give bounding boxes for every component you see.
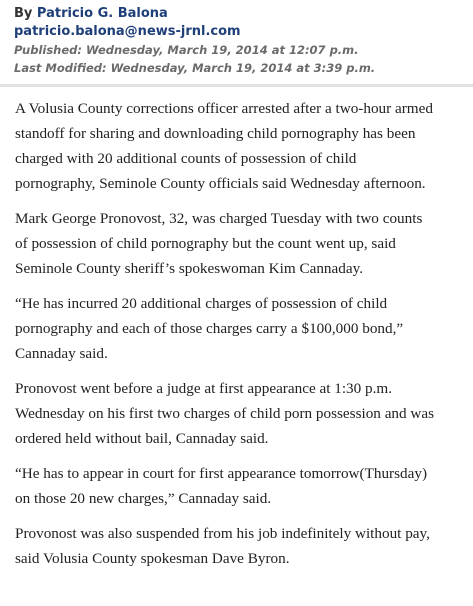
last-modified-date: Wednesday, March 19, 2014 at 3:39 p.m. bbox=[110, 61, 376, 75]
article-paragraph bbox=[15, 291, 471, 366]
paragraph-line: on those 20 new charges,” Cannaday said. bbox=[15, 490, 272, 507]
paragraph-line: standoff for sharing and downloading child pornography has been bbox=[15, 125, 416, 142]
paragraph-line: of possession of child pornography but the count went up, said bbox=[15, 235, 396, 252]
article-paragraph bbox=[15, 521, 471, 571]
paragraph-line: Cannaday said. bbox=[15, 345, 108, 362]
paragraph-line: Wednesday on his first two charges of child porn possession and was bbox=[15, 405, 435, 422]
published-label: Published: bbox=[14, 43, 82, 57]
paragraph-line: Mark George Pronovost, 32, was charged Tuesday with two counts bbox=[15, 210, 423, 227]
paragraph-line: pornography and each of those charges carry a $100,000 bond,” bbox=[15, 320, 404, 337]
published-date: Wednesday, March 19, 2014 at 12:07 p.m. bbox=[86, 43, 359, 57]
article-paragraph bbox=[15, 376, 471, 451]
paragraph-line: Provonost was also suspended from his job indefinitely without pay, bbox=[15, 525, 430, 542]
paragraph-line: Seminole County sheriff’s spokeswoman Kim Cannaday. bbox=[15, 260, 363, 277]
paragraph-line: charged with 20 additional counts of possession of child bbox=[15, 150, 357, 167]
author-email-link[interactable]: patricio.balona@news-jrnl.com bbox=[14, 24, 241, 39]
article-paragraph bbox=[15, 206, 471, 281]
paragraph-line: Pronovost went before a judge at first appearance at 1:30 p.m. bbox=[15, 380, 393, 397]
published-line bbox=[14, 41, 469, 59]
paragraph-line: “He has to appear in court for first appearance tomorrow(Thursday) bbox=[15, 465, 427, 482]
article-paragraph bbox=[15, 461, 471, 511]
last-modified-line bbox=[14, 59, 469, 77]
paragraph-line: ordered held without bail, Cannaday said. bbox=[15, 430, 269, 447]
author-link[interactable]: Patricio G. Balona bbox=[36, 6, 168, 21]
paragraph-line: A Volusia County corrections officer arrested after a two-hour armed bbox=[15, 100, 433, 117]
byline bbox=[14, 5, 469, 77]
paragraph-line: “He has incurred 20 additional charges of possession of child bbox=[15, 295, 388, 312]
header-divider bbox=[0, 84, 473, 87]
last-modified-label: Last Modified: bbox=[14, 61, 107, 75]
author-line bbox=[14, 5, 469, 23]
paragraph-line: pornography, Seminole County officials said Wednesday afternoon. bbox=[15, 175, 426, 192]
byline-prefix: By bbox=[14, 6, 33, 21]
paragraph-line: said Volusia County spokesman Dave Byron. bbox=[15, 550, 290, 567]
article-body bbox=[15, 96, 471, 581]
article-paragraph bbox=[15, 96, 471, 196]
